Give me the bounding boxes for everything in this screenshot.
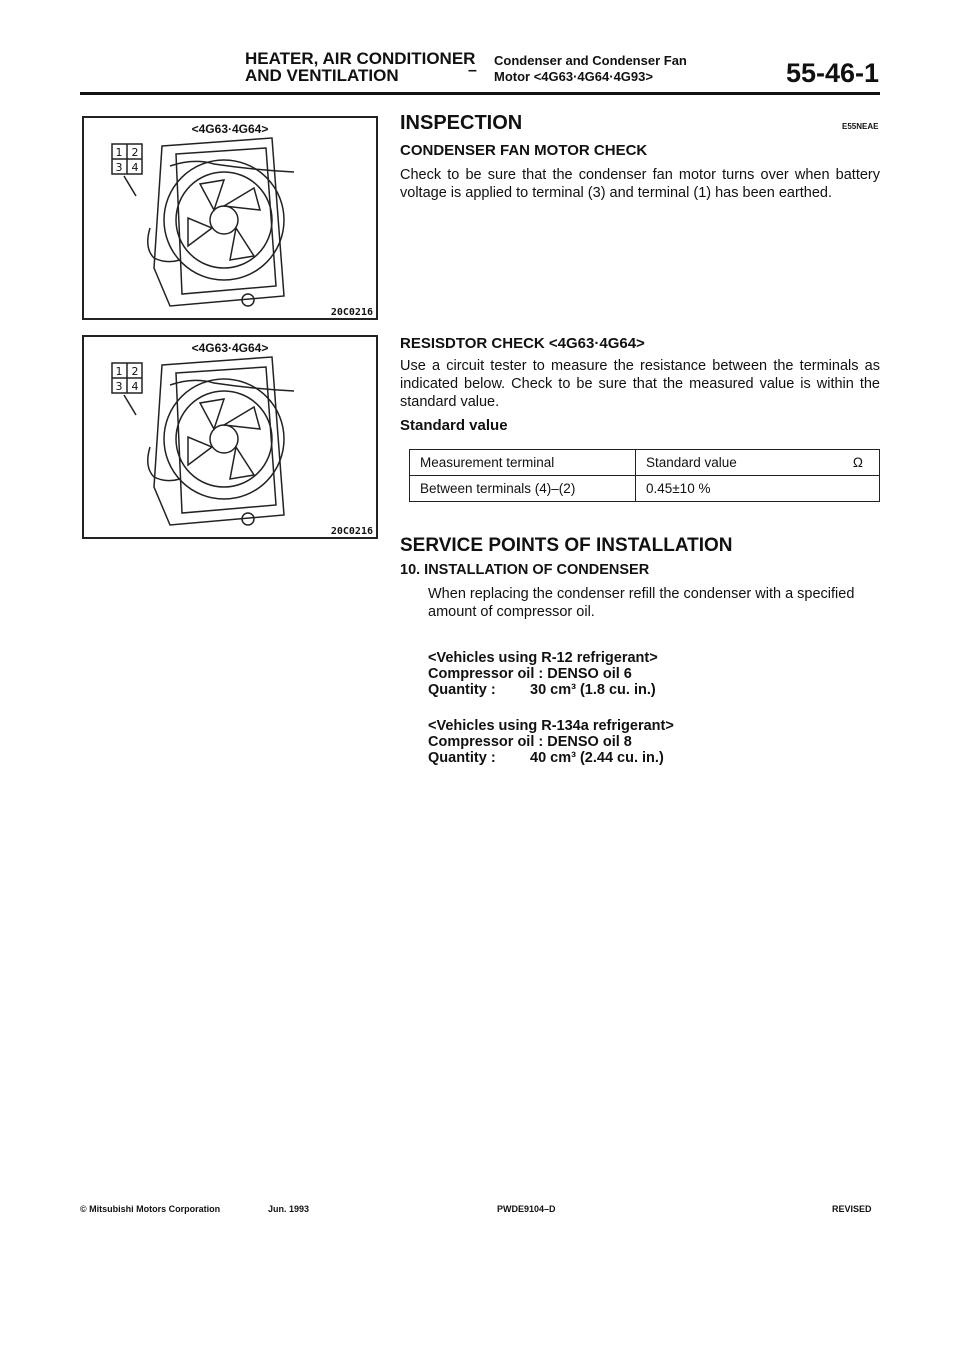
unit-ohm: Ω	[852, 455, 863, 470]
service-points-title: SERVICE POINTS OF INSTALLATION	[400, 535, 733, 556]
inspection-title: INSPECTION	[400, 112, 523, 134]
figure-caption: <4G63·4G64>	[191, 341, 269, 355]
header-topic-line2: Motor <4G63·4G64·4G93>	[494, 69, 653, 84]
r134a-heading: <Vehicles using R-134a refrigerant>	[428, 718, 674, 734]
footer-date: Jun. 1993	[268, 1204, 310, 1214]
pin-label: 4	[131, 161, 139, 174]
pin-label: 1	[115, 146, 123, 159]
table-cell: 0.45±10 %	[636, 476, 880, 502]
quantity-value: 30 cm³ (1.8 cu. in.)	[530, 682, 656, 698]
r134a-spec-block	[428, 718, 674, 766]
footer-doc-code: PWDE9104–D	[497, 1204, 556, 1214]
header-rule	[80, 92, 880, 95]
pin-label: 2	[131, 365, 139, 378]
fan-assembly-illustration	[84, 118, 376, 318]
table-cell: Between terminals (4)–(2)	[410, 476, 636, 502]
figure-fan-motor-1	[82, 116, 378, 320]
table-header-cell	[636, 450, 880, 476]
pin-label: 3	[115, 161, 123, 174]
pin-label: 1	[115, 365, 123, 378]
footer-copyright: © Mitsubishi Motors Corporation	[80, 1204, 221, 1214]
figure-caption: <4G63·4G64>	[191, 122, 269, 136]
pin-label: 3	[115, 380, 123, 393]
pin-label: 2	[131, 146, 139, 159]
r12-spec-block	[428, 650, 658, 698]
page-number: 55-46-1	[786, 58, 880, 88]
standard-value-table	[409, 449, 880, 502]
header-topic	[494, 53, 687, 85]
installation-item-title: 10. INSTALLATION OF CONDENSER	[400, 562, 650, 578]
footer-status: REVISED	[832, 1204, 872, 1214]
header-section-title	[245, 50, 475, 84]
table-header-cell: Measurement terminal	[410, 450, 636, 476]
standard-value-label: Standard value	[400, 417, 508, 434]
pin-label: 4	[131, 380, 139, 393]
figure-code: 20C0216	[330, 307, 373, 318]
resistor-check-title: RESISDTOR CHECK <4G63·4G64>	[400, 335, 645, 352]
r12-heading: <Vehicles using R-12 refrigerant>	[428, 650, 658, 666]
r12-oil: Compressor oil : DENSO oil 6	[428, 666, 632, 682]
fan-check-text: Check to be sure that the condenser fan motor turns over when battery voltage is applied to terminal (3) and terminal (1) has been earthed.	[400, 167, 880, 201]
resistor-check-text: Use a circuit tester to measure the resistance between the terminals as indicated below. Check to be sure that the measured value is within the standard value.	[400, 358, 880, 410]
header-section-line2: AND VENTILATION	[245, 66, 399, 85]
header-dash: –	[468, 62, 477, 79]
quantity-value: 40 cm³ (2.44 cu. in.)	[530, 750, 664, 766]
table-header-label: Standard value	[646, 455, 737, 470]
r134a-oil: Compressor oil : DENSO oil 8	[428, 734, 632, 750]
quantity-label: Quantity :	[428, 750, 496, 766]
figure-code: 20C0216	[330, 526, 373, 537]
figure-fan-motor-2	[82, 335, 378, 539]
fan-check-title: CONDENSER FAN MOTOR CHECK	[400, 142, 648, 159]
r12-quantity	[428, 682, 658, 698]
table-header-row	[410, 450, 880, 476]
quantity-label: Quantity :	[428, 682, 496, 698]
installation-item-text: When replacing the condenser refill the condenser with a specified amount of compressor oil.	[428, 586, 855, 620]
inspection-code: E55NEAE	[842, 122, 879, 131]
fan-assembly-illustration	[84, 337, 376, 537]
header-topic-line1: Condenser and Condenser Fan	[494, 53, 687, 68]
header-section-line1: HEATER, AIR CONDITIONER	[245, 49, 476, 68]
r134a-quantity	[428, 750, 674, 766]
table-row	[410, 476, 880, 502]
